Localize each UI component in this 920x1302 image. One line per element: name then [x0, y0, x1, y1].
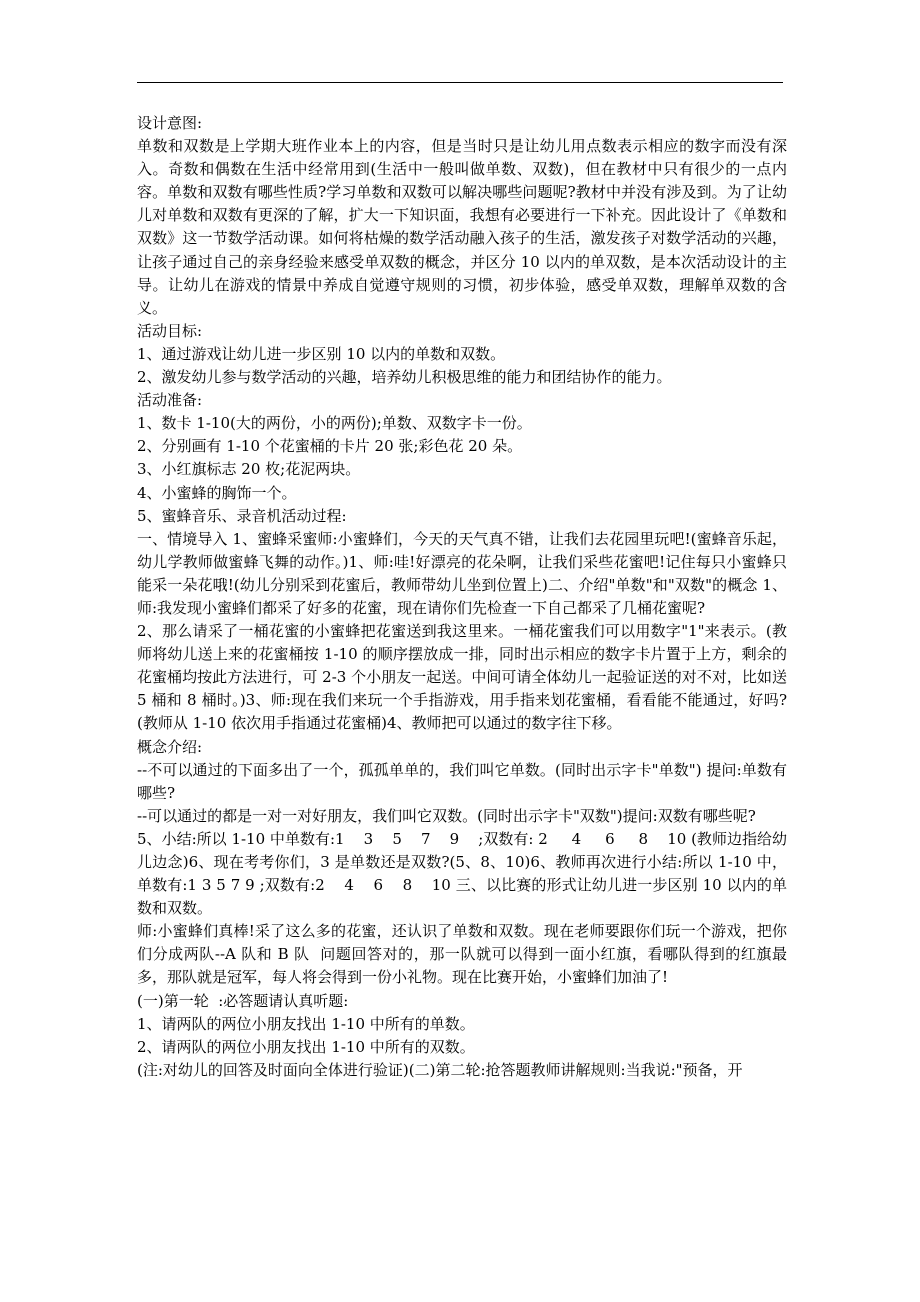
section-heading-preparation: 活动准备: — [137, 391, 203, 410]
paragraph-round-1: (一)第一轮 :必答题请认真听题: — [137, 991, 349, 1010]
paragraph-odd-concept: --不可以通过的下面多出了一个，孤孤单单的，我们叫它单数。(同时出示字卡"单数") 提问:单数有哪些? — [137, 760, 787, 802]
paragraph-even-concept: --可以通过的都是一对一对好朋友，我们叫它双数。(同时出示字卡"双数")提问:双数有哪些呢? — [137, 806, 756, 825]
list-item-prep-4: 4、小蜜蜂的胸饰一个。 — [137, 483, 297, 502]
list-item-prep-3: 3、小红旗标志 20 枚;花泥两块。 — [137, 460, 361, 479]
header-divider — [137, 82, 783, 83]
list-item-goal-2: 2、激发幼儿参与数学活动的兴趣，培养幼儿积极思维的能力和团结协作的能力。 — [137, 368, 672, 387]
list-item-prep-2: 2、分别画有 1-10 个花蜜桶的卡片 20 张;彩色花 20 朵。 — [137, 437, 523, 456]
list-item-round-1-q1: 1、请两队的两位小朋友找出 1-10 中所有的单数。 — [137, 1014, 475, 1033]
list-item-prep-5: 5、蜜蜂音乐、录音机活动过程: — [137, 506, 347, 525]
section-heading-concept: 概念介绍: — [137, 737, 203, 756]
document-body — [137, 112, 792, 1082]
paragraph-design-intent: 单数和双数是上学期大班作业本上的内容，但是当时只是让幼儿用点数表示相应的数字而没有深入。奇数和偶数在生活中经常用到(生活中一般叫做单数、双数)，但在教材中只有很少的一点内容。单数和双数有哪些性质?学习单数和双数可以解决哪些问题呢?教材中并没有涉及到。为了让幼儿对单数和双数有更深的了解，扩大一下知识面，我想有必要进行一下补充。因此设计了《单数和双数》这一节数学活动课。如何将枯燥的数学活动融入孩子的生活，激发孩子对数学活动的兴趣，让孩子通过自己的亲身经验来感受单双数的概念，并区分 10 以内的单双数，是本次活动设计的主导。让幼儿在游戏的情景中养成自觉遵守规则的习惯，初步体验，感受单双数，理解单双数的含义。 — [137, 137, 787, 317]
paragraph-note-round-2: (注:对幼儿的回答及时面向全体进行验证)(二)第二轮:抢答题教师讲解规则:当我说:"预备，开 — [137, 1060, 743, 1079]
paragraph-process-intro: 一、情境导入 1、蜜蜂采蜜师:小蜜蜂们，今天的天气真不错，让我们去花园里玩吧!(蜜蜂音乐起，幼儿学教师做蜜蜂飞舞的动作。)1、师:哇!好漂亮的花朵啊，让我们采些花蜜吧!记住每只小蜜蜂只能采一朵花哦!(幼儿分别采到花蜜后，教师带幼儿坐到位置上)二、介绍"单数"和"双数"的概念 1、师:我发现小蜜蜂们都采了好多的花蜜，现在请你们先检查一下自己都采了几桶花蜜呢? — [137, 529, 787, 617]
paragraph-process-step-2: 2、那么请采了一桶花蜜的小蜜蜂把花蜜送到我这里来。一桶花蜜我们可以用数字"1"来表示。(教师将幼儿送上来的花蜜桶按 1-10 的顺序摆放成一排，同时出示相应的数字卡片置于上方，剩余的花蜜桶均按此方法进行，可 2-3 个小朋友一起送。中间可请全体幼儿一起验证送的对不对，比如送 5 桶和 8 桶时。)3、师:现在我们来玩一个手指游戏，用手指来划花蜜桶，看看能不能通过，好吗?(教师从 1-10 依次用手指通过花蜜桶)4、教师把可以通过的数字往下移。 — [137, 622, 792, 733]
section-heading-design-intent: 设计意图: — [137, 114, 203, 132]
paragraph-competition: 师:小蜜蜂们真棒!采了这么多的花蜜，还认识了单数和双数。现在老师要跟你们玩一个游戏，把你们分成两队--A 队和 B 队 问题回答对的，那一队就可以得到一面小红旗，看哪队得到的红旗最多，那队就是冠军，每人将会得到一份小礼物。现在比赛开始，小蜜蜂们加油了! — [137, 922, 787, 987]
list-item-prep-1: 1、数卡 1-10(大的两份，小的两份);单数、双数字卡一份。 — [137, 414, 532, 433]
list-item-goal-1: 1、通过游戏让幼儿进一步区别 10 以内的单数和双数。 — [137, 344, 506, 363]
section-heading-goals: 活动目标: — [137, 321, 203, 340]
list-item-round-1-q2: 2、请两队的两位小朋友找出 1-10 中所有的双数。 — [137, 1037, 475, 1056]
paragraph-summary: 5、小结:所以 1-10 中单数有:1 3 5 7 9 ;双数有: 2 4 6 8 10 (教师边指给幼儿边念)6、现在考考你们，3 是单数还是双数?(5、8、10)6、教师再次进行小结:所以 1-10 中，单数有:1 3 5 7 9 ;双数有:2 4 6 8 10 三、以比赛的形式让幼儿进一步区别 10 以内的单数和双数。 — [137, 829, 787, 918]
